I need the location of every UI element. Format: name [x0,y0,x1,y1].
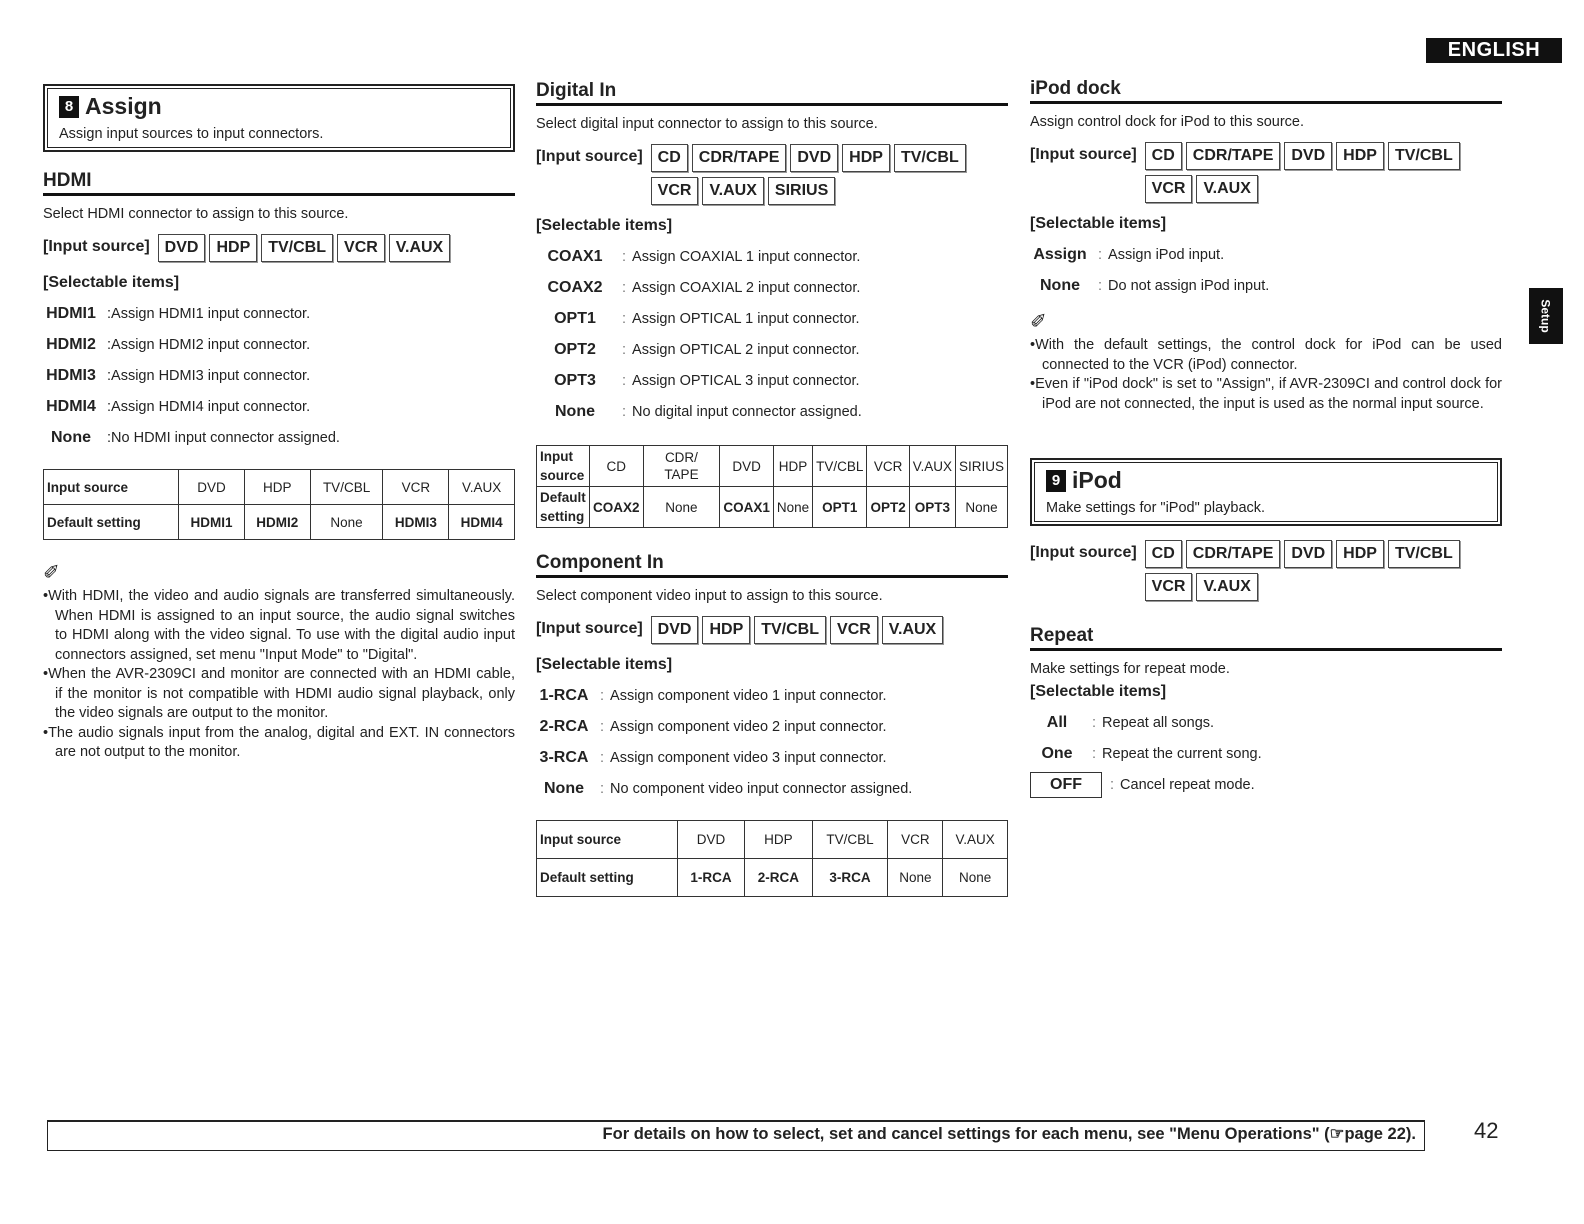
table-cell: V.AUX [449,470,515,505]
source-chip: DVD [158,234,206,262]
item-key: HDMI3 [46,366,96,384]
component-items-list [536,680,1008,804]
selectable-item [1030,769,1502,800]
ipod-input-source-row [1030,540,1502,601]
item-text: :Assign HDMI1 input connector. [107,305,311,322]
source-chip: TV/CBL [1388,540,1460,568]
source-chip: CDR/TAPE [1186,540,1281,568]
assign-section-box [43,84,515,152]
item-text: Assign COAXIAL 1 input connector. [632,248,861,265]
source-chip: CDR/TAPE [1186,142,1281,170]
item-text: Assign COAXIAL 2 input connector. [632,279,861,296]
item-key: One [1041,744,1073,762]
source-chip: TV/CBL [1388,142,1460,170]
item-separator: : [1110,776,1115,793]
component-source-chips [651,616,944,644]
table-cell: 3-RCA [812,859,888,897]
item-key: None [1040,276,1080,294]
table-cell: None [310,505,383,540]
item-key: HDMI1 [46,304,96,322]
table-cell: None [643,487,720,528]
table-cell: DVD [720,446,774,487]
source-chip: HDP [1336,540,1384,568]
ipod-dock-input-source-row [1030,142,1502,203]
item-separator: : [1092,714,1097,731]
repeat-heading: Repeat [1030,625,1502,651]
hdmi-default-table [43,469,515,540]
table-row-header: Input source [537,446,590,487]
item-key: OPT2 [554,340,596,358]
source-chip: VCR [651,177,699,205]
table-cell: HDP [244,470,310,505]
digital-default-table [536,445,1008,528]
source-chip: V.AUX [389,234,450,262]
ipod-dock-source-chips [1145,142,1502,203]
source-chip: CD [651,144,688,172]
table-cell: OPT3 [909,487,955,528]
table-cell: VCR [888,821,943,859]
selectable-item [1030,270,1502,301]
item-key: 2-RCA [539,717,589,735]
selectable-items-label: [Selectable items] [536,656,673,673]
item-text: Do not assign iPod input. [1108,277,1270,294]
bullet-icon: • [1030,376,1036,392]
source-chip: V.AUX [702,177,763,205]
digital-input-source-row [536,144,1008,205]
selectable-item [43,422,515,453]
table-row [537,446,1008,487]
item-text: Assign iPod input. [1108,246,1225,263]
source-chip: VCR [1145,175,1193,203]
table-cell: TV/CBL [813,446,867,487]
table-cell: DVD [677,821,744,859]
item-key: HDMI2 [46,335,96,353]
footer-bar [47,1120,1425,1151]
table-cell: HDMI2 [244,505,310,540]
source-chip: VCR [1145,573,1193,601]
table-cell: HDP [745,821,812,859]
item-text: Assign component video 2 input connector. [610,718,887,735]
item-separator: : [1098,277,1103,294]
selectable-item [536,303,1008,334]
selectable-item [536,365,1008,396]
item-separator: : [600,718,605,735]
item-separator: : [600,749,605,766]
table-cell: OPT1 [813,487,867,528]
source-chip: CD [1145,540,1182,568]
table-cell: TV/CBL [812,821,888,859]
table-row-header: Input source [44,470,179,505]
ipod-title-text: iPod [1072,467,1122,493]
item-text: Repeat all songs. [1102,714,1215,731]
source-chip: V.AUX [1196,573,1257,601]
footer-text: For details on how to select, set and cancel settings for each menu, see "Menu Operations" (☞page 22). [602,1125,1416,1143]
table-cell: COAX1 [720,487,774,528]
selectable-item [1030,239,1502,270]
item-key: COAX2 [547,278,603,296]
selectable-item [536,334,1008,365]
table-cell: None [888,859,943,897]
source-chip: HDP [702,616,750,644]
table-cell: VCR [383,470,449,505]
input-source-label: [Input source] [1030,544,1137,561]
item-text: Assign component video 1 input connector. [610,687,887,704]
note-text: With the default settings, the control dock for iPod can be used connected to the VCR (iPod) connector. [1035,337,1502,373]
pencil-note-icon: ✐ [1030,311,1047,333]
table-cell: HDMI4 [449,505,515,540]
side-tab-label: Setup [1539,299,1553,333]
item-separator: : [1098,246,1103,263]
selectable-item [536,680,1008,711]
selectable-item [536,272,1008,303]
note-item [43,587,515,665]
table-cell: CDR/ TAPE [643,446,720,487]
source-chip: VCR [337,234,385,262]
selectable-item [536,742,1008,773]
table-row [537,859,1008,897]
selectable-item [43,391,515,422]
source-chip: DVD [790,144,838,172]
item-text: Assign OPTICAL 2 input connector. [632,341,860,358]
item-key: HDMI4 [46,397,96,415]
note-item [43,665,515,724]
ipod-dock-desc: Assign control dock for iPod to this source. [1030,114,1305,130]
selectable-item [536,773,1008,804]
column-digital-component [536,80,1008,897]
source-chip: TV/CBL [261,234,333,262]
input-source-label: [Input source] [1030,146,1137,163]
selectable-items-label: [Selectable items] [536,217,673,234]
selectable-item [536,711,1008,742]
source-chip: SIRIUS [768,177,835,205]
source-chip: HDP [209,234,257,262]
ipod-section-box [1030,458,1502,526]
setup-side-tab[interactable] [1529,288,1563,344]
selectable-items-label: [Selectable items] [1030,215,1167,232]
table-cell: None [773,487,812,528]
item-text: Repeat the current song. [1102,745,1262,762]
table-row-header: Default setting [537,487,590,528]
table-cell: SIRIUS [955,446,1007,487]
table-cell: V.AUX [909,446,955,487]
note-text: When the AVR-2309CI and monitor are connected with an HDMI cable, if the monitor is not compatible with HDMI audio signal playback, only the video signals are output to the monitor. [48,666,515,721]
ipod-title [1046,467,1488,494]
selectable-item [1030,738,1502,769]
item-text: :No HDMI input connector assigned. [107,429,340,446]
assign-subtitle: Assign input sources to input connectors. [59,126,324,142]
table-cell: HDMI1 [179,505,245,540]
source-chip: TV/CBL [754,616,826,644]
item-separator: : [600,687,605,704]
item-text: Assign component video 3 input connector. [610,749,887,766]
hdmi-items-list [43,298,515,453]
column-assign [43,84,515,763]
source-chip: DVD [1284,540,1332,568]
item-text: :Assign HDMI2 input connector. [107,336,311,353]
hdmi-desc: Select HDMI connector to assign to this source. [43,206,349,222]
table-cell: 1-RCA [677,859,744,897]
source-chip: VCR [830,616,878,644]
section-number-badge: 9 [1046,470,1066,492]
hdmi-heading: HDMI [43,170,515,196]
table-row [44,470,515,505]
table-cell: OPT2 [867,487,909,528]
item-key: None [51,428,91,446]
item-text: :Assign HDMI3 input connector. [107,367,311,384]
digital-in-heading: Digital In [536,80,1008,106]
note-item [1030,336,1502,375]
item-key: OFF [1030,772,1102,798]
selectable-item [536,396,1008,427]
item-separator: : [622,248,627,265]
note-text: Even if "iPod dock" is set to "Assign", if AVR-2309CI and control dock for iPod are not connected, the input is used as the normal input source. [1035,376,1502,412]
item-text: Cancel repeat mode. [1120,776,1255,793]
source-chip: HDP [1336,142,1384,170]
section-number-badge: 8 [59,96,79,118]
table-cell: None [943,859,1008,897]
assign-title-text: Assign [85,93,162,119]
selectable-item [43,329,515,360]
hdmi-source-chips [158,234,451,262]
item-key: OPT1 [554,309,596,327]
selectable-item [536,241,1008,272]
note-item [43,724,515,763]
language-tag: ENGLISH [1426,38,1562,63]
source-chip: TV/CBL [894,144,966,172]
item-separator: : [622,279,627,296]
note-item [1030,375,1502,414]
selectable-item [43,360,515,391]
bullet-icon: • [43,588,49,604]
selectable-item [43,298,515,329]
input-source-label: [Input source] [43,238,150,255]
table-cell: DVD [179,470,245,505]
item-key: 3-RCA [539,748,589,766]
table-row [537,487,1008,528]
column-ipod [1030,78,1502,800]
table-cell: CD [590,446,644,487]
table-cell: HDMI3 [383,505,449,540]
item-key: None [555,402,595,420]
item-text: No component video input connector assigned. [610,780,913,797]
table-cell: TV/CBL [310,470,383,505]
item-text: Assign OPTICAL 1 input connector. [632,310,860,327]
source-chip: V.AUX [1196,175,1257,203]
table-row-header: Default setting [537,859,678,897]
item-separator: : [622,403,627,420]
table-cell: VCR [867,446,909,487]
digital-in-desc: Select digital input connector to assign to this source. [536,116,878,132]
table-row [44,505,515,540]
table-row-header: Default setting [44,505,179,540]
table-cell: HDP [773,446,812,487]
bullet-icon: • [43,666,49,682]
item-key: COAX1 [547,247,603,265]
item-separator: : [622,372,627,389]
note-text: With HDMI, the video and audio signals are transferred simultaneously. When HDMI is assigned to an input source, the audio signal switches to HDMI along with the video signal. To use with the digital audio input connectors assigned, set menu "Input Mode" to "Digital". [48,588,515,663]
source-chip: V.AUX [882,616,943,644]
ipod-subtitle: Make settings for "iPod" playback. [1046,500,1266,516]
repeat-items-list [1030,707,1502,800]
repeat-desc: Make settings for repeat mode. [1030,661,1230,677]
digital-items-list [536,241,1008,427]
item-key: Assign [1033,245,1087,263]
selectable-item [1030,707,1502,738]
component-input-source-row [536,616,1008,644]
table-cell: COAX2 [590,487,644,528]
digital-source-chips [651,144,1008,205]
input-source-label: [Input source] [536,148,643,165]
item-separator: : [622,341,627,358]
item-separator: : [1092,745,1097,762]
note-text: The audio signals input from the analog, digital and EXT. IN connectors are not output to the monitor. [48,724,515,760]
ipod-dock-notes [1030,336,1502,414]
assign-title [59,93,501,120]
page-number: 42 [1474,1118,1499,1143]
bullet-icon: • [43,724,49,741]
selectable-items-label: [Selectable items] [1030,683,1167,700]
item-text: No digital input connector assigned. [632,403,862,420]
source-chip: CDR/TAPE [692,144,787,172]
item-separator: : [622,310,627,327]
item-key: All [1046,713,1068,731]
ipod-dock-heading: iPod dock [1030,78,1502,104]
item-separator: : [600,780,605,797]
ipod-dock-items-list [1030,239,1502,301]
source-chip: DVD [651,616,699,644]
table-cell: 2-RCA [745,859,812,897]
item-key: OPT3 [554,371,596,389]
source-chip: CD [1145,142,1182,170]
component-in-desc: Select component video input to assign to this source. [536,588,883,604]
ipod-source-chips [1145,540,1502,601]
item-key: 1-RCA [539,686,589,704]
selectable-items-label: [Selectable items] [43,274,180,291]
table-cell: None [955,487,1007,528]
bullet-icon: • [1030,337,1036,353]
input-source-label: [Input source] [536,620,643,637]
hdmi-notes [43,587,515,763]
component-in-heading: Component In [536,552,1008,578]
item-text: :Assign HDMI4 input connector. [107,398,311,415]
table-cell: V.AUX [943,821,1008,859]
pencil-note-icon: ✐ [43,562,60,584]
item-text: Assign OPTICAL 3 input connector. [632,372,860,389]
hdmi-input-source-row [43,234,515,262]
source-chip: HDP [842,144,890,172]
item-key: None [544,779,584,797]
table-row [537,821,1008,859]
table-row-header: Input source [537,821,678,859]
source-chip: DVD [1284,142,1332,170]
component-default-table [536,820,1008,897]
